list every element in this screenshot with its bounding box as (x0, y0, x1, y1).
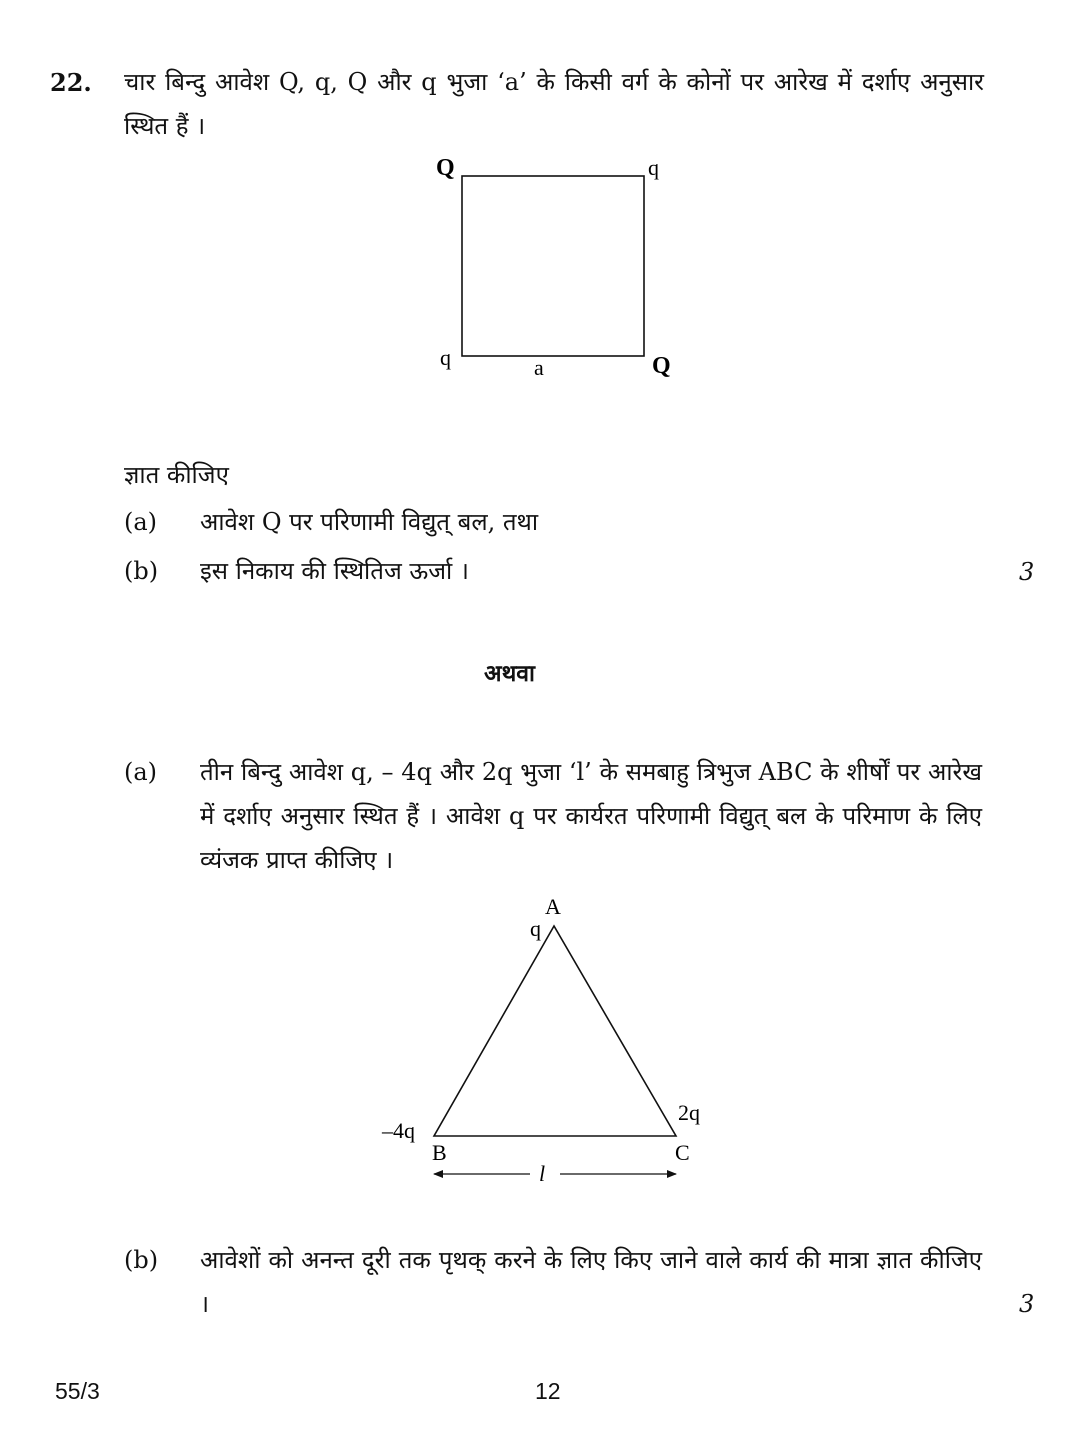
or-label: अथवा (484, 660, 536, 687)
square-side-label: a (534, 355, 544, 380)
side-length-label: l (539, 1161, 546, 1186)
marks-1: 3 (1019, 558, 1035, 586)
alt-part-b-text: आवेशों को अनन्त दूरी तक पृथक् करने के लिए किए जाने वाले कार्य की मात्रा ज्ञात कीजिए । (200, 1246, 982, 1318)
vertex-a-label: A (545, 894, 561, 919)
part-b-label: (b) (124, 557, 159, 585)
charge-top-right: q (648, 155, 659, 180)
paper-code: 55/3 (55, 1378, 100, 1404)
alt-part-b-label: (b) (124, 1246, 159, 1274)
square-outline (462, 176, 644, 356)
part-b-text: इस निकाय की स्थितिज ऊर्जा । (200, 557, 469, 585)
page-number: 12 (535, 1378, 561, 1404)
alt-part-a-label: (a) (124, 758, 158, 786)
vertex-c-label: C (675, 1140, 690, 1165)
charge-a: q (530, 916, 541, 941)
question-number: 22. (50, 68, 92, 97)
part-a-label: (a) (124, 508, 158, 536)
charge-bottom-left: q (440, 345, 451, 370)
question-text: चार बिन्दु आवेश Q, q, Q और q भुजा ‘a’ के किसी वर्ग के कोनों पर आरेख में दर्शाए अनुसार स्थित हैं । (124, 68, 984, 140)
marks-2: 3 (1019, 1290, 1035, 1318)
square-diagram (420, 145, 680, 385)
charge-top-left: Q (436, 155, 455, 181)
charge-b: –4q (382, 1118, 415, 1143)
part-a-text: आवेश Q पर परिणामी विद्युत् बल, तथा (200, 508, 539, 536)
charge-bottom-right: Q (652, 353, 671, 379)
charge-c: 2q (678, 1100, 700, 1125)
vertex-b-label: B (432, 1140, 447, 1165)
triangle-outline (434, 926, 676, 1136)
alt-part-a-text: तीन बिन्दु आवेश q, – 4q और 2q भुजा ‘l’ के समबाहु त्रिभुज ABC के शीर्षों पर आरेख में दर्शाए अनुसार स्थित हैं । आवेश q पर कार्यरत परिणामी विद्युत् बल के परिमाण के लिए व्यंजक प्राप्त कीजिए । (200, 758, 982, 874)
find-label: ज्ञात कीजिए (124, 461, 229, 489)
triangle-diagram (370, 888, 730, 1193)
